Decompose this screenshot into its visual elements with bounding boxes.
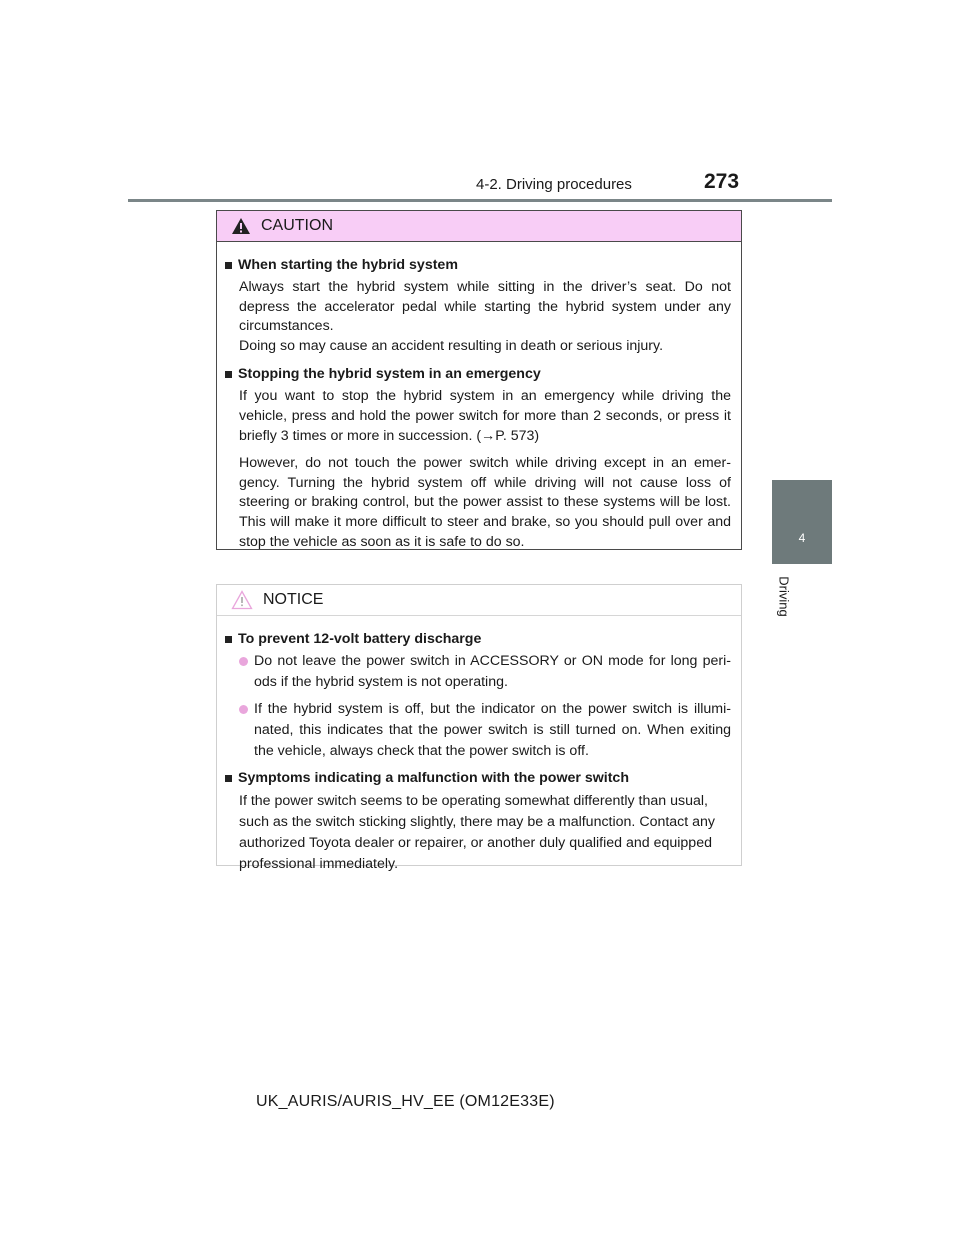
caution-item-heading: Stopping the hybrid system in an emergency — [225, 364, 731, 384]
warning-triangle-filled-icon — [231, 217, 251, 235]
square-bullet-icon — [225, 636, 232, 643]
model-code: UK_AURIS/AURIS_HV_EE (OM12E33E) — [256, 1093, 555, 1110]
warning-triangle-outline-icon — [231, 590, 253, 610]
round-bullet-icon — [239, 705, 248, 714]
caution-header — [217, 211, 741, 242]
chapter-label: Driving — [776, 575, 792, 617]
caution-body — [217, 242, 741, 552]
notice-item-heading: Symptoms indicating a malfunction with the power switch — [225, 768, 731, 788]
notice-header — [217, 585, 741, 616]
caution-item-heading: When starting the hybrid system — [225, 255, 731, 275]
caution-paragraph: Always start the hybrid system while sitting in the driver’s seat. Do not depress the accelerator pedal while starting the hybrid system under any circumstances. Doing so may cause an accident resulting in death or serious injury. — [239, 279, 731, 354]
notice-title: NOTICE — [263, 591, 324, 608]
caution-title: CAUTION — [261, 217, 333, 234]
caution-box — [216, 210, 742, 550]
notice-box — [216, 584, 742, 872]
section-title: 4-2. Driving procedures — [476, 176, 632, 193]
notice-bullet: Do not leave the power switch in ACCESSORY or ON mode for long peri-ods if the hybrid system is not operating. — [225, 651, 731, 693]
round-bullet-icon — [239, 657, 248, 666]
notice-paragraph: If the power switch seems to be operating somewhat differently than usual, such as the switch sticking slightly, there may be a malfunction. Contact any authorized Toyota dealer or repairer, or another duly qualified and equipped professional immediately. — [239, 793, 716, 872]
caution-paragraph: If you want to stop the hybrid system in an emergency while driving the vehicle, press and hold the power switch for more than 2 seconds, or press it briefly 3 times or more in succession. (→P. 573) — [239, 388, 731, 444]
square-bullet-icon — [225, 371, 232, 378]
notice-item-heading: To prevent 12-volt battery discharge — [225, 629, 731, 649]
notice-bullet: If the hybrid system is off, but the indicator on the power switch is illumi-nated, this indicates that the power switch is still turned on. When exiting the vehicle, always check that the power switch is off. — [225, 699, 731, 762]
chapter-number: 4 — [798, 531, 806, 545]
square-bullet-icon — [225, 262, 232, 269]
notice-body — [217, 616, 741, 875]
caution-paragraph: However, do not touch the power switch while driving except in an emer-gency. Turning the hybrid system off while driving will not cause loss of steering or braking control, but the power assist to these systems will be lost. This will make it more difficult to steer and brake, so you should pull over and stop the vehicle as soon as it is safe to do so. — [239, 455, 731, 550]
square-bullet-icon — [225, 775, 232, 782]
chapter-tab — [772, 480, 832, 564]
page-number: 273 — [704, 170, 740, 193]
chapter-label-container — [754, 566, 814, 626]
header-divider — [128, 199, 832, 202]
